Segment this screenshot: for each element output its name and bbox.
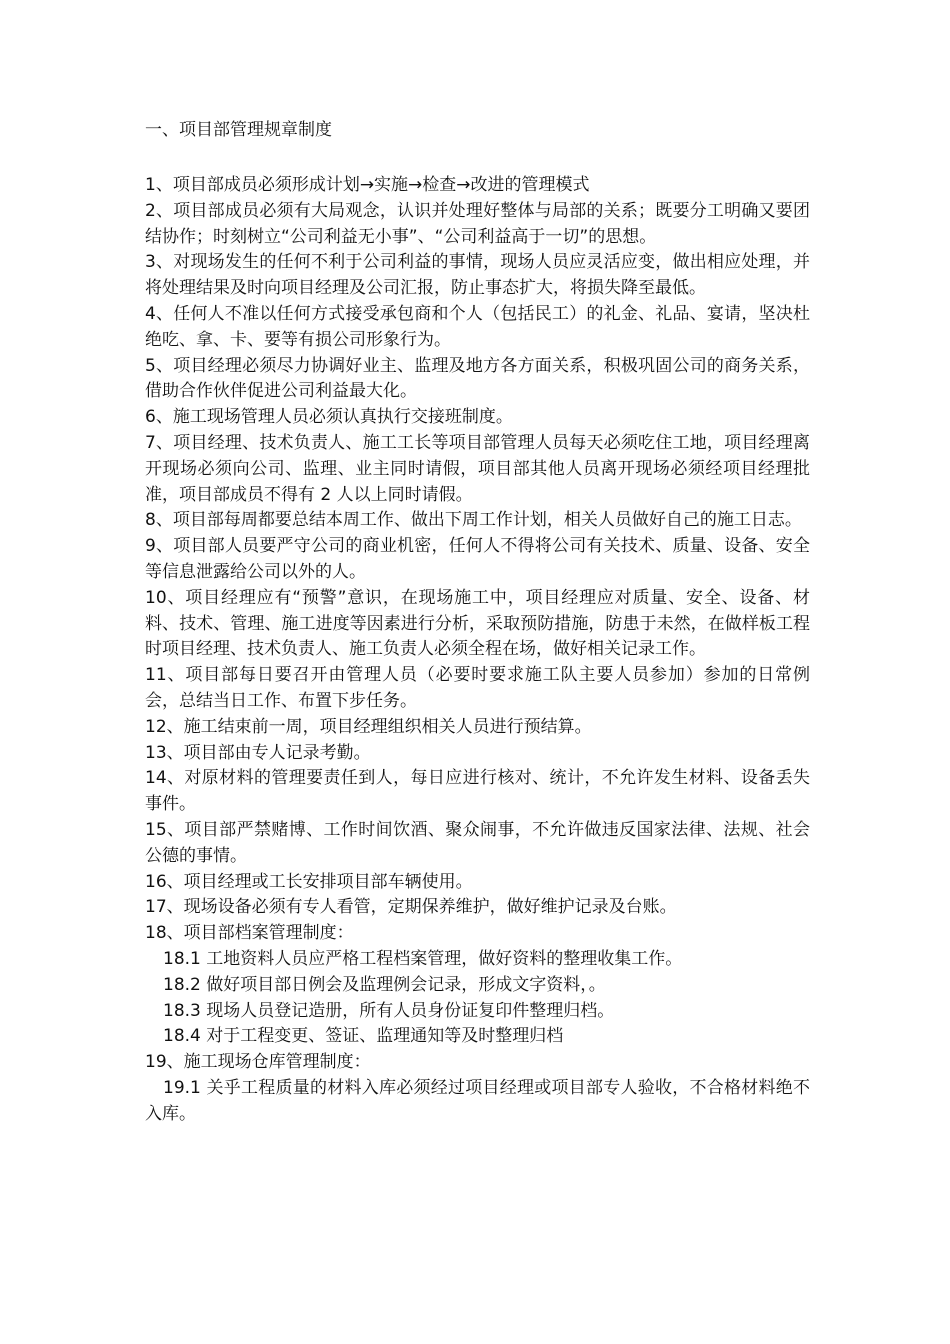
paragraph: 13、项目部由专人记录考勤。 (145, 742, 371, 763)
paragraph: 14、对原材料的管理要责任到人，每日应进行核对、统计，不允许发生材料、设备丢失事件。 (145, 768, 810, 815)
sub-paragraph: 18.2 做好项目部日例会及监理例会记录，形成文字资料，。 (163, 974, 606, 995)
sub-paragraph: 18.4 对于工程变更、签证、监理通知等及时整理归档 (163, 1026, 564, 1047)
sub-paragraph: 18.3 现场人员登记造册，所有人员身份证复印件整理归档。 (163, 1000, 615, 1021)
document-body (145, 173, 810, 1127)
paragraph: 12、施工结束前一周，项目经理组织相关人员进行预结算。 (145, 716, 592, 737)
paragraph: 18、项目部档案管理制度： (145, 923, 354, 944)
paragraph: 4、任何人不准以任何方式接受承包商和个人（包括民工）的礼金、礼品、宴请，坚决杜绝吃、拿、卡、要等有损公司形象行为。 (145, 303, 810, 350)
paragraph: 11、项目部每日要召开由管理人员（必要时要求施工队主要人员参加）参加的日常例会，总结当日工作、布置下步任务。 (145, 665, 810, 711)
paragraph: 8、项目部每周都要总结本周工作、做出下周工作计划，相关人员做好自己的施工日志。 (145, 510, 802, 531)
paragraph: 1、项目部成员必须形成计划→实施→检查→改进的管理模式 (145, 175, 590, 195)
paragraph: 9、项目部人员要严守公司的商业机密，任何人不得将公司有关技术、质量、设备、安全等信息泄露给公司以外的人。 (145, 536, 810, 582)
paragraph: 19、施工现场仓库管理制度： (145, 1052, 371, 1073)
document-page (145, 117, 810, 1127)
paragraph: 15、项目部严禁赌博、工作时间饮酒、聚众闹事，不允许做违反国家法律、法规、社会公德的事情。 (145, 819, 810, 866)
document-title: 一、项目部管理规章制度 (145, 120, 332, 140)
paragraph: 6、施工现场管理人员必须认真执行交接班制度。 (145, 407, 513, 428)
paragraph: 2、项目部成员必须有大局观念，认识并处理好整体与局部的关系；既要分工明确又要团结协作；时刻树立“公司利益无小事”、“公司利益高于一切”的思想。 (145, 200, 810, 247)
sub-paragraph: 19.1 关乎工程质量的材料入库必须经过项目经理或项目部专人验收，不合格材料绝不入库。 (145, 1077, 810, 1124)
paragraph: 16、项目经理或工长安排项目部车辆使用。 (145, 871, 473, 892)
sub-paragraph: 18.1 工地资料人员应严格工程档案管理，做好资料的整理收集工作。 (163, 948, 683, 969)
paragraph: 17、现场设备必须有专人看管，定期保养维护，做好维护记录及台账。 (145, 897, 677, 918)
paragraph: 3、对现场发生的任何不利于公司利益的事情，现场人员应灵活应变，做出相应处理，并将处理结果及时向项目经理及公司汇报，防止事态扩大，将损失降至最低。 (145, 252, 810, 299)
paragraph: 7、项目经理、技术负责人、施工工长等项目部管理人员每天必须吃住工地，项目经理离开现场必须向公司、监理、业主同时请假，项目部其他人员离开现场必须经项目经理批准，项目部成员不得有 2 人以上同时请假。 (145, 432, 810, 505)
paragraph: 5、项目经理必须尽力协调好业主、监理及地方各方面关系，积极巩固公司的商务关系，借助合作伙伴促进公司利益最大化。 (145, 355, 810, 402)
paragraph: 10、项目经理应有“预警”意识，在现场施工中，项目经理应对质量、安全、设备、材料、技术、管理、施工进度等因素进行分析，采取预防措施，防患于未然，在做样板工程时项目经理、技术负责人、施工负责人必须全程在场，做好相关记录工作。 (145, 587, 810, 660)
